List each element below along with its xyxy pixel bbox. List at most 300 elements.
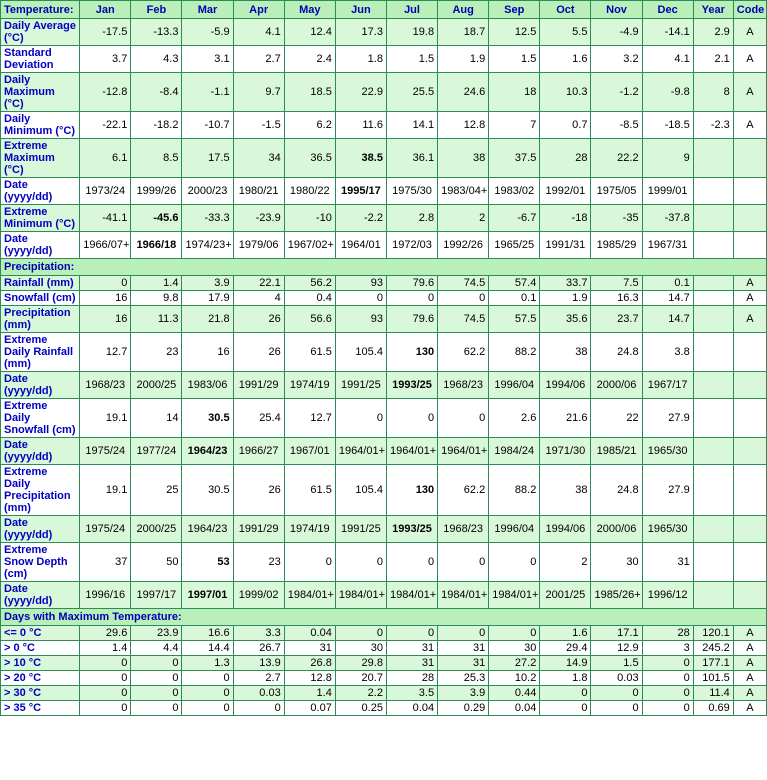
cell-nov: -35: [591, 205, 642, 232]
cell-feb: -8.4: [131, 73, 182, 112]
cell-aug: 38: [438, 139, 489, 178]
cell-dec: 0: [642, 701, 693, 716]
cell-jul: 1975/30: [386, 178, 437, 205]
row-label: > 30 °C: [1, 686, 80, 701]
column-header-month-apr: Apr: [233, 1, 284, 19]
cell-jul: 3.5: [386, 686, 437, 701]
cell-may: 1980/22: [284, 178, 335, 205]
cell-aug: 1984/01+: [438, 582, 489, 609]
cell-jul: 0: [386, 399, 437, 438]
cell-oct: 5.5: [540, 19, 591, 46]
cell-code: [733, 465, 766, 516]
cell-aug: 1.9: [438, 46, 489, 73]
cell-dec: 1999/01: [642, 178, 693, 205]
table-row: [1, 656, 767, 671]
cell-year: 2.1: [693, 46, 733, 73]
cell-mar: 1983/06: [182, 372, 233, 399]
cell-code: A: [733, 112, 766, 139]
cell-dec: 0.1: [642, 276, 693, 291]
cell-mar: 1.3: [182, 656, 233, 671]
cell-code: [733, 582, 766, 609]
cell-sep: 1996/04: [489, 516, 540, 543]
cell-nov: 1985/26+: [591, 582, 642, 609]
cell-nov: 7.5: [591, 276, 642, 291]
cell-jul: 36.1: [386, 139, 437, 178]
cell-year: 11.4: [693, 686, 733, 701]
cell-nov: 0.03: [591, 671, 642, 686]
cell-mar: -33.3: [182, 205, 233, 232]
cell-year: [693, 516, 733, 543]
table-row: [1, 112, 767, 139]
cell-may: 0.07: [284, 701, 335, 716]
cell-jun: 1991/25: [335, 516, 386, 543]
cell-may: 0.04: [284, 626, 335, 641]
cell-may: 1984/01+: [284, 582, 335, 609]
cell-oct: 0.7: [540, 112, 591, 139]
cell-aug: 1964/01+: [438, 438, 489, 465]
table-header-row: [1, 1, 767, 19]
cell-jan: -17.5: [80, 19, 131, 46]
cell-sep: 1965/25: [489, 232, 540, 259]
row-label: Extreme Daily Rainfall (mm): [1, 333, 80, 372]
cell-jul: 0: [386, 626, 437, 641]
column-header-month-jun: Jun: [335, 1, 386, 19]
cell-jul: 14.1: [386, 112, 437, 139]
cell-aug: 2: [438, 205, 489, 232]
cell-oct: 28: [540, 139, 591, 178]
table-row: [1, 46, 767, 73]
row-label: > 20 °C: [1, 671, 80, 686]
cell-oct: 29.4: [540, 641, 591, 656]
cell-jun: 17.3: [335, 19, 386, 46]
cell-oct: 1.6: [540, 626, 591, 641]
cell-nov: 1985/21: [591, 438, 642, 465]
table-row: [1, 686, 767, 701]
cell-aug: 74.5: [438, 276, 489, 291]
cell-jun: 105.4: [335, 333, 386, 372]
cell-dec: 27.9: [642, 399, 693, 438]
column-header-month-feb: Feb: [131, 1, 182, 19]
table-row: [1, 641, 767, 656]
row-label: Extreme Daily Snowfall (cm): [1, 399, 80, 438]
cell-aug: 1968/23: [438, 372, 489, 399]
cell-nov: 23.7: [591, 306, 642, 333]
column-header-month-may: May: [284, 1, 335, 19]
cell-year: 2.9: [693, 19, 733, 46]
cell-apr: 4.1: [233, 19, 284, 46]
cell-may: 1974/19: [284, 516, 335, 543]
cell-may: 1967/02+: [284, 232, 335, 259]
row-label: Extreme Snow Depth (cm): [1, 543, 80, 582]
cell-year: 177.1: [693, 656, 733, 671]
cell-mar: 17.9: [182, 291, 233, 306]
cell-may: 61.5: [284, 333, 335, 372]
cell-feb: 0: [131, 686, 182, 701]
cell-may: 12.8: [284, 671, 335, 686]
cell-sep: 88.2: [489, 333, 540, 372]
cell-mar: 53: [182, 543, 233, 582]
cell-may: 1974/19: [284, 372, 335, 399]
cell-jun: 0.25: [335, 701, 386, 716]
cell-feb: 2000/25: [131, 372, 182, 399]
cell-feb: 9.8: [131, 291, 182, 306]
cell-jun: 1984/01+: [335, 582, 386, 609]
cell-code: A: [733, 276, 766, 291]
table-row: [1, 438, 767, 465]
cell-aug: 18.7: [438, 19, 489, 46]
cell-nov: -8.5: [591, 112, 642, 139]
cell-year: [693, 306, 733, 333]
cell-sep: 1984/01+: [489, 582, 540, 609]
cell-code: [733, 516, 766, 543]
cell-year: [693, 399, 733, 438]
cell-oct: 1992/01: [540, 178, 591, 205]
cell-oct: 1.8: [540, 671, 591, 686]
cell-jun: 93: [335, 306, 386, 333]
cell-sep: -6.7: [489, 205, 540, 232]
cell-apr: -23.9: [233, 205, 284, 232]
cell-jan: 19.1: [80, 465, 131, 516]
cell-sep: 88.2: [489, 465, 540, 516]
table-row: [1, 19, 767, 46]
row-label: > 10 °C: [1, 656, 80, 671]
cell-apr: 26: [233, 465, 284, 516]
cell-sep: 0.44: [489, 686, 540, 701]
cell-oct: 14.9: [540, 656, 591, 671]
cell-aug: 1968/23: [438, 516, 489, 543]
table-row: [1, 232, 767, 259]
cell-oct: 10.3: [540, 73, 591, 112]
table-row: [1, 333, 767, 372]
cell-year: [693, 178, 733, 205]
cell-feb: 0: [131, 701, 182, 716]
cell-oct: 1.6: [540, 46, 591, 73]
cell-apr: 9.7: [233, 73, 284, 112]
row-label: Snowfall (cm): [1, 291, 80, 306]
cell-year: 8: [693, 73, 733, 112]
cell-jul: 1993/25: [386, 516, 437, 543]
cell-dec: 1965/30: [642, 438, 693, 465]
row-label: Date (yyyy/dd): [1, 516, 80, 543]
cell-feb: 2000/25: [131, 516, 182, 543]
cell-jun: 38.5: [335, 139, 386, 178]
cell-jan: 6.1: [80, 139, 131, 178]
cell-aug: 25.3: [438, 671, 489, 686]
cell-nov: -4.9: [591, 19, 642, 46]
cell-may: 56.2: [284, 276, 335, 291]
cell-mar: 1964/23: [182, 438, 233, 465]
cell-oct: 1971/30: [540, 438, 591, 465]
cell-aug: 1992/26: [438, 232, 489, 259]
cell-jul: 79.6: [386, 306, 437, 333]
cell-nov: 17.1: [591, 626, 642, 641]
cell-jan: 0: [80, 701, 131, 716]
cell-oct: 1991/31: [540, 232, 591, 259]
cell-apr: 25.4: [233, 399, 284, 438]
cell-sep: 7: [489, 112, 540, 139]
cell-sep: 10.2: [489, 671, 540, 686]
cell-code: A: [733, 656, 766, 671]
row-label: > 0 °C: [1, 641, 80, 656]
cell-dec: 1967/17: [642, 372, 693, 399]
cell-mar: 30.5: [182, 399, 233, 438]
column-header-month-jul: Jul: [386, 1, 437, 19]
column-header-month-nov: Nov: [591, 1, 642, 19]
cell-nov: 0: [591, 701, 642, 716]
row-label: Date (yyyy/dd): [1, 178, 80, 205]
row-label: Rainfall (mm): [1, 276, 80, 291]
cell-jun: 11.6: [335, 112, 386, 139]
table-row: [1, 543, 767, 582]
header-section-label: Temperature:: [1, 1, 80, 19]
cell-aug: 12.8: [438, 112, 489, 139]
column-header-month-dec: Dec: [642, 1, 693, 19]
row-label: Standard Deviation: [1, 46, 80, 73]
cell-apr: 0: [233, 701, 284, 716]
cell-apr: -1.5: [233, 112, 284, 139]
cell-may: 56.6: [284, 306, 335, 333]
cell-dec: 9: [642, 139, 693, 178]
cell-year: [693, 291, 733, 306]
cell-feb: 8.5: [131, 139, 182, 178]
cell-apr: 4: [233, 291, 284, 306]
row-label: > 35 °C: [1, 701, 80, 716]
cell-sep: 0.1: [489, 291, 540, 306]
cell-nov: -1.2: [591, 73, 642, 112]
cell-dec: -18.5: [642, 112, 693, 139]
cell-jan: 19.1: [80, 399, 131, 438]
cell-sep: 12.5: [489, 19, 540, 46]
cell-jun: 0: [335, 399, 386, 438]
table-row: [1, 372, 767, 399]
cell-year: 245.2: [693, 641, 733, 656]
cell-apr: 2.7: [233, 46, 284, 73]
cell-apr: 0.03: [233, 686, 284, 701]
cell-oct: 1994/06: [540, 516, 591, 543]
cell-jul: 31: [386, 641, 437, 656]
cell-aug: 24.6: [438, 73, 489, 112]
cell-jul: 31: [386, 656, 437, 671]
cell-feb: 1997/17: [131, 582, 182, 609]
cell-jul: 0.04: [386, 701, 437, 716]
cell-feb: 11.3: [131, 306, 182, 333]
cell-year: 0.69: [693, 701, 733, 716]
cell-feb: 4.4: [131, 641, 182, 656]
cell-year: -2.3: [693, 112, 733, 139]
cell-sep: 30: [489, 641, 540, 656]
row-label: Daily Minimum (°C): [1, 112, 80, 139]
cell-apr: 26.7: [233, 641, 284, 656]
cell-code: A: [733, 46, 766, 73]
cell-mar: 17.5: [182, 139, 233, 178]
cell-mar: -1.1: [182, 73, 233, 112]
cell-oct: 2: [540, 543, 591, 582]
cell-apr: 1991/29: [233, 372, 284, 399]
row-label: Precipitation (mm): [1, 306, 80, 333]
cell-year: [693, 232, 733, 259]
cell-feb: 25: [131, 465, 182, 516]
cell-year: [693, 543, 733, 582]
cell-code: A: [733, 19, 766, 46]
cell-apr: 1980/21: [233, 178, 284, 205]
cell-mar: 21.8: [182, 306, 233, 333]
cell-year: [693, 139, 733, 178]
cell-mar: 16: [182, 333, 233, 372]
cell-mar: 0: [182, 701, 233, 716]
cell-feb: -13.3: [131, 19, 182, 46]
cell-sep: 1984/24: [489, 438, 540, 465]
cell-nov: 1975/05: [591, 178, 642, 205]
cell-apr: 26: [233, 306, 284, 333]
cell-apr: 23: [233, 543, 284, 582]
cell-mar: 0: [182, 671, 233, 686]
cell-code: [733, 333, 766, 372]
cell-year: [693, 276, 733, 291]
cell-jan: -12.8: [80, 73, 131, 112]
cell-code: [733, 178, 766, 205]
row-label: <= 0 °C: [1, 626, 80, 641]
cell-jun: 1964/01+: [335, 438, 386, 465]
cell-year: [693, 372, 733, 399]
cell-nov: 3.2: [591, 46, 642, 73]
cell-dec: 14.7: [642, 306, 693, 333]
cell-dec: -14.1: [642, 19, 693, 46]
cell-sep: 18: [489, 73, 540, 112]
cell-feb: -18.2: [131, 112, 182, 139]
table-row: [1, 73, 767, 112]
cell-year: [693, 465, 733, 516]
cell-feb: 4.3: [131, 46, 182, 73]
cell-feb: 1.4: [131, 276, 182, 291]
column-header-month-mar: Mar: [182, 1, 233, 19]
cell-dec: 0: [642, 671, 693, 686]
cell-jun: 30: [335, 641, 386, 656]
cell-sep: 57.5: [489, 306, 540, 333]
cell-may: 18.5: [284, 73, 335, 112]
cell-jun: 1991/25: [335, 372, 386, 399]
cell-jul: 19.8: [386, 19, 437, 46]
cell-jan: 1996/16: [80, 582, 131, 609]
cell-feb: 1999/26: [131, 178, 182, 205]
cell-year: [693, 333, 733, 372]
cell-feb: 1977/24: [131, 438, 182, 465]
cell-year: [693, 438, 733, 465]
column-header-year: Year: [693, 1, 733, 19]
cell-code: A: [733, 641, 766, 656]
cell-jun: 0: [335, 291, 386, 306]
cell-aug: 3.9: [438, 686, 489, 701]
row-label: Date (yyyy/dd): [1, 372, 80, 399]
cell-mar: 30.5: [182, 465, 233, 516]
cell-sep: 37.5: [489, 139, 540, 178]
cell-oct: 2001/25: [540, 582, 591, 609]
table-row: [1, 139, 767, 178]
cell-dec: 0: [642, 656, 693, 671]
cell-dec: -9.8: [642, 73, 693, 112]
table-row: [1, 516, 767, 543]
cell-jul: 1984/01+: [386, 582, 437, 609]
cell-nov: 1985/29: [591, 232, 642, 259]
cell-may: 1967/01: [284, 438, 335, 465]
cell-oct: 35.6: [540, 306, 591, 333]
cell-nov: 30: [591, 543, 642, 582]
table-row: [1, 465, 767, 516]
cell-dec: 1996/12: [642, 582, 693, 609]
cell-nov: 22: [591, 399, 642, 438]
row-label: Extreme Maximum (°C): [1, 139, 80, 178]
cell-sep: 1983/02: [489, 178, 540, 205]
column-header-code: Code: [733, 1, 766, 19]
cell-jan: 1973/24: [80, 178, 131, 205]
cell-dec: 4.1: [642, 46, 693, 73]
cell-jun: 0: [335, 543, 386, 582]
table-row: [1, 291, 767, 306]
cell-may: 31: [284, 641, 335, 656]
cell-dec: 0: [642, 686, 693, 701]
cell-aug: 1983/04+: [438, 178, 489, 205]
cell-jan: 12.7: [80, 333, 131, 372]
cell-aug: 0: [438, 399, 489, 438]
cell-jan: 29.6: [80, 626, 131, 641]
cell-jan: 16: [80, 306, 131, 333]
cell-nov: 24.8: [591, 333, 642, 372]
row-label: Extreme Daily Precipitation (mm): [1, 465, 80, 516]
row-label: Extreme Minimum (°C): [1, 205, 80, 232]
cell-oct: 1.9: [540, 291, 591, 306]
cell-jan: 0: [80, 656, 131, 671]
table-row: [1, 671, 767, 686]
cell-code: A: [733, 73, 766, 112]
cell-nov: 2000/06: [591, 372, 642, 399]
cell-mar: 3.1: [182, 46, 233, 73]
cell-mar: -10.7: [182, 112, 233, 139]
cell-feb: -45.6: [131, 205, 182, 232]
cell-jul: 2.8: [386, 205, 437, 232]
cell-dec: 3: [642, 641, 693, 656]
cell-apr: 22.1: [233, 276, 284, 291]
section-title: Days with Maximum Temperature:: [1, 609, 767, 626]
cell-oct: 21.6: [540, 399, 591, 438]
section-title: Precipitation:: [1, 259, 767, 276]
cell-jul: 1972/03: [386, 232, 437, 259]
cell-feb: 23: [131, 333, 182, 372]
cell-jan: -41.1: [80, 205, 131, 232]
cell-nov: 0: [591, 686, 642, 701]
cell-apr: 1966/27: [233, 438, 284, 465]
cell-code: [733, 543, 766, 582]
cell-nov: 22.2: [591, 139, 642, 178]
cell-code: [733, 205, 766, 232]
cell-dec: 1967/31: [642, 232, 693, 259]
cell-mar: -5.9: [182, 19, 233, 46]
cell-jun: 2.2: [335, 686, 386, 701]
cell-may: 0.4: [284, 291, 335, 306]
cell-aug: 31: [438, 656, 489, 671]
cell-jun: 1.8: [335, 46, 386, 73]
cell-jun: 93: [335, 276, 386, 291]
row-label: Date (yyyy/dd): [1, 232, 80, 259]
cell-dec: 31: [642, 543, 693, 582]
cell-feb: 50: [131, 543, 182, 582]
cell-aug: 0: [438, 543, 489, 582]
cell-feb: 1966/18: [131, 232, 182, 259]
cell-year: [693, 205, 733, 232]
cell-mar: 1997/01: [182, 582, 233, 609]
cell-jul: 0: [386, 543, 437, 582]
cell-feb: 23.9: [131, 626, 182, 641]
cell-nov: 16.3: [591, 291, 642, 306]
cell-code: A: [733, 671, 766, 686]
